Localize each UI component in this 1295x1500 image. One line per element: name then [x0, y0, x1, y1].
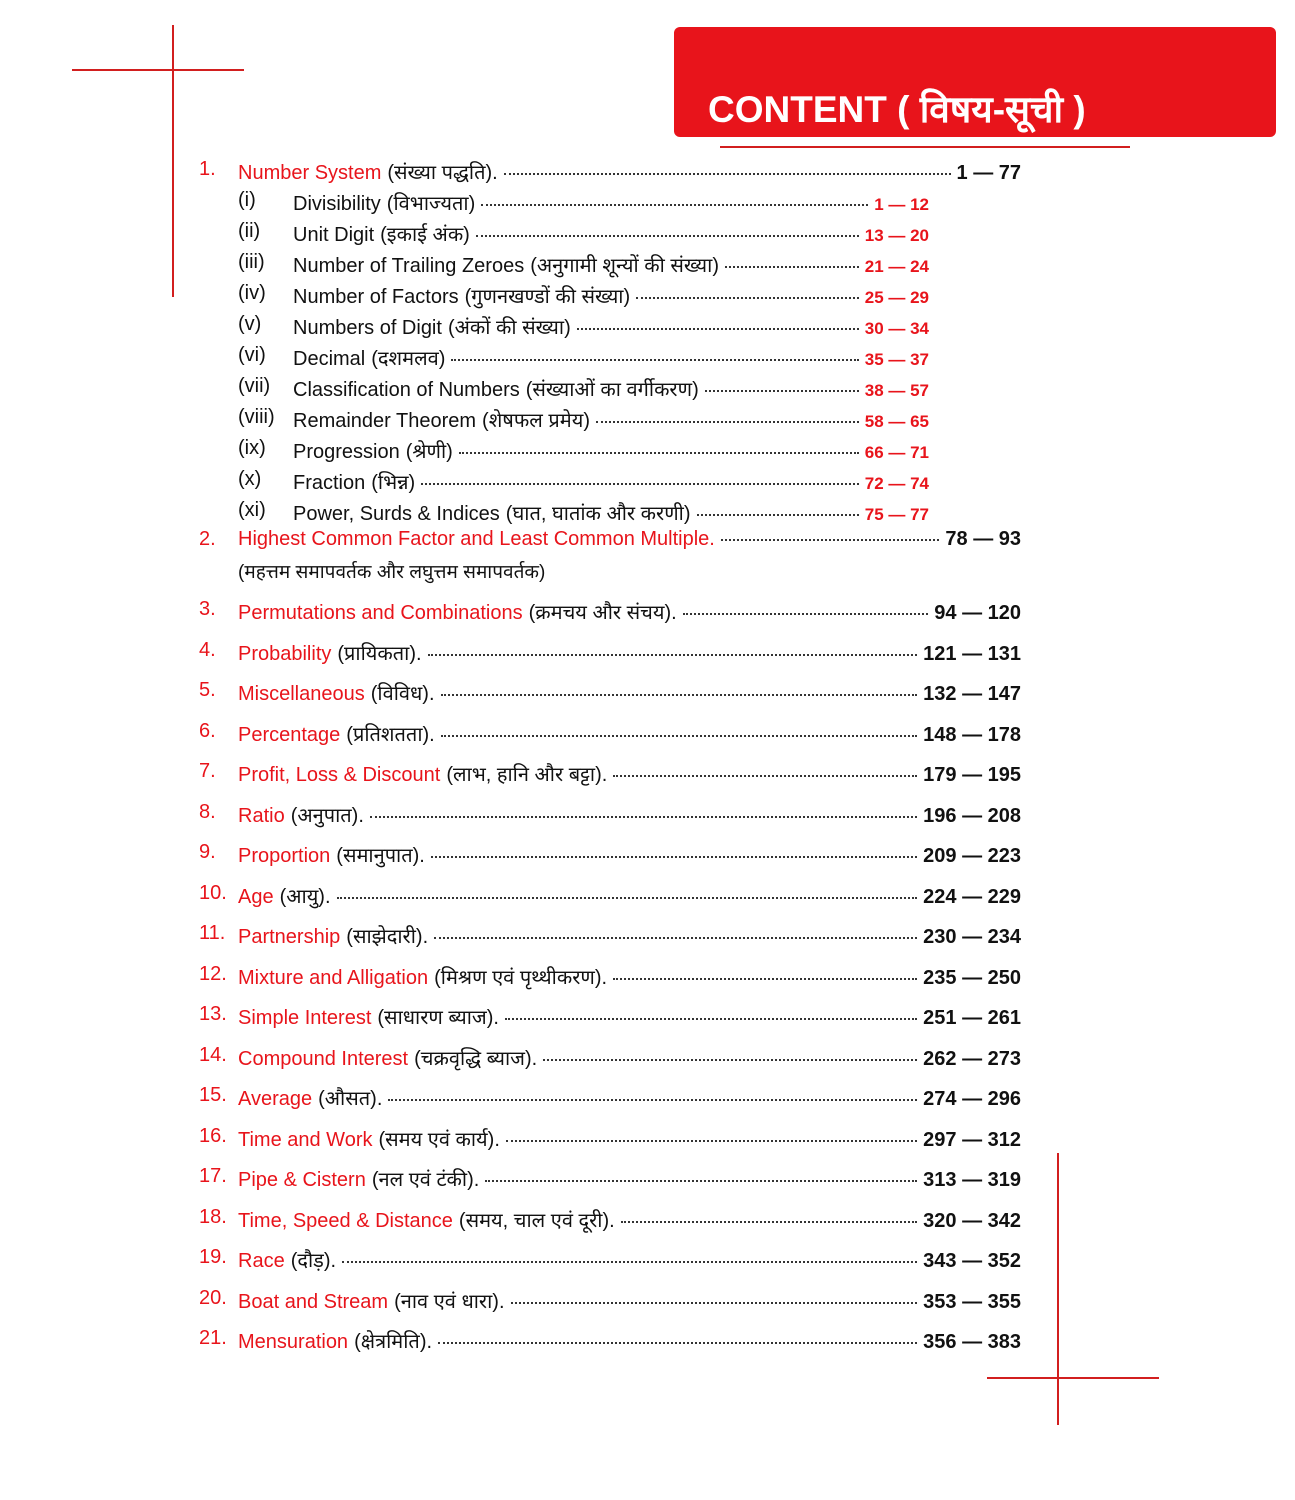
dot-leader — [543, 1059, 917, 1061]
chapter-number: 3. — [199, 598, 216, 620]
page-range: 148 — 178 — [923, 723, 1021, 746]
page-range: 353 — 355 — [923, 1290, 1021, 1313]
subsection-number: (vii) — [238, 375, 271, 397]
toc-chapter[interactable] — [0, 679, 1295, 709]
dot-leader — [388, 1099, 917, 1101]
chapter-title: Permutations and Combinations — [238, 602, 523, 624]
dot-leader — [725, 266, 859, 268]
dot-leader — [705, 390, 859, 392]
page-range: 78 — 93 — [945, 528, 1021, 550]
toc-chapter[interactable] — [0, 760, 1295, 790]
subsection-title: Progression — [293, 441, 400, 463]
chapter-title-hindi: (क्रमचय और संचय). — [528, 602, 677, 624]
chapter-number: 16. — [199, 1124, 227, 1147]
dot-leader — [441, 694, 918, 696]
chapter-title-hindi: (प्रायिकता). — [337, 642, 422, 665]
chapter-number: 6. — [199, 719, 216, 742]
subsection-title: Fraction — [293, 472, 366, 494]
page-range: 35 — 37 — [864, 350, 929, 369]
subsection-number: (iv) — [238, 282, 266, 304]
dot-leader — [697, 514, 859, 516]
toc-chapter[interactable] — [0, 1125, 1295, 1155]
chapter-title-hindi: (साझेदारी). — [346, 926, 429, 948]
page-range: 297 — 312 — [923, 1128, 1021, 1151]
subsection-title: Numbers of Digit — [293, 317, 442, 339]
chapter-title: Number System — [238, 162, 382, 184]
dot-leader — [721, 539, 940, 541]
dot-leader — [485, 1180, 917, 1182]
page-range: 251 — 261 — [923, 1007, 1021, 1029]
chapter-title-hindi: (समानुपात). — [336, 845, 425, 867]
page-range: 320 — 342 — [923, 1209, 1021, 1232]
dot-leader — [636, 297, 859, 299]
chapter-number: 1. — [199, 158, 216, 180]
subsection-number: (viii) — [238, 406, 275, 428]
crop-mark-top-left-h — [72, 69, 244, 71]
chapter-number: 12. — [199, 962, 227, 985]
page-range: 66 — 71 — [864, 443, 929, 462]
page-range: 72 — 74 — [864, 474, 929, 493]
toc-subsection[interactable] — [0, 406, 1295, 436]
chapter-title-hindi: (समय, चाल एवं दूरी). — [458, 1209, 615, 1232]
title-underline — [720, 146, 1130, 148]
chapter-number: 5. — [199, 679, 216, 701]
dot-leader — [342, 1261, 917, 1263]
subsection-title-hindi: (संख्याओं का वर्गीकरण) — [525, 379, 699, 401]
toc-chapter-1[interactable] — [0, 158, 1295, 188]
toc-chapter[interactable] — [0, 720, 1295, 750]
chapter-number: 19. — [199, 1246, 227, 1268]
chapter-title-hindi: (क्षेत्रमिति). — [354, 1331, 433, 1353]
chapter-title: Time and Work — [238, 1128, 373, 1151]
page-range: 132 — 147 — [923, 683, 1021, 705]
chapter-number: 8. — [199, 800, 216, 823]
chapter-title-hindi: (औसत). — [318, 1088, 383, 1110]
dot-leader — [459, 452, 859, 454]
chapter-title-hindi: (नाव एवं धारा). — [394, 1290, 505, 1313]
subsection-title-hindi: (दशमलव) — [371, 348, 446, 370]
chapter-title: Profit, Loss & Discount — [238, 764, 441, 786]
toc-subsection[interactable] — [0, 220, 1295, 250]
chapter-title: Average — [238, 1088, 313, 1110]
chapter-title: Mensuration — [238, 1331, 349, 1353]
subsection-number: (xi) — [238, 499, 266, 521]
dot-leader — [481, 204, 868, 206]
chapter-number: 18. — [199, 1205, 227, 1228]
chapter-title-hindi: (प्रतिशतता). — [346, 723, 435, 746]
dot-leader — [431, 856, 917, 858]
chapter-number: 9. — [199, 841, 216, 863]
subsection-title: Divisibility — [293, 193, 381, 215]
page-range: 13 — 20 — [864, 226, 929, 245]
dot-leader — [621, 1221, 917, 1223]
toc-subsection[interactable] — [0, 375, 1295, 405]
subsection-title: Power, Surds & Indices — [293, 503, 500, 525]
toc-chapter[interactable] — [0, 922, 1295, 952]
subsection-title: Unit Digit — [293, 224, 375, 246]
page-range: 38 — 57 — [864, 381, 929, 400]
subsection-number: (vi) — [238, 344, 266, 366]
page-range: 209 — 223 — [923, 845, 1021, 867]
page-range: 274 — 296 — [923, 1088, 1021, 1110]
dot-leader — [504, 173, 951, 175]
toc-subsection[interactable] — [0, 437, 1295, 467]
toc-chapter[interactable] — [0, 1206, 1295, 1236]
dot-leader — [441, 735, 917, 737]
subsection-title-hindi: (अंकों की संख्या) — [447, 317, 571, 339]
chapter-number: 15. — [199, 1084, 227, 1106]
subsection-number: (iii) — [238, 251, 265, 273]
subsection-title-hindi: (इकाई अंक) — [380, 224, 470, 246]
dot-leader — [451, 359, 858, 361]
toc-chapter[interactable] — [0, 1327, 1295, 1357]
chapter-title-hindi: (अनुपात). — [290, 804, 364, 827]
page-range: 94 — 120 — [934, 602, 1021, 624]
page-title: CONTENT ( विषय-सूची ) — [708, 89, 1086, 130]
page-range: 1 — 77 — [956, 162, 1021, 184]
chapter-number: 4. — [199, 638, 216, 661]
chapter-number: 13. — [199, 1003, 227, 1025]
toc-chapter[interactable] — [0, 639, 1295, 669]
chapter-title: Miscellaneous — [238, 683, 365, 705]
page-range: 235 — 250 — [923, 966, 1021, 989]
subsection-title-hindi: (घात, घातांक और करणी) — [505, 503, 691, 525]
dot-leader — [476, 235, 859, 237]
dot-leader — [596, 421, 859, 423]
subsection-title-hindi: (विभाज्यता) — [386, 193, 476, 215]
toc-chapter[interactable] — [0, 1165, 1295, 1195]
subsection-title-hindi: (शेषफल प्रमेय) — [482, 410, 591, 432]
page-range: 224 — 229 — [923, 885, 1021, 908]
toc-subsection[interactable] — [0, 313, 1295, 343]
chapter-title: Boat and Stream — [238, 1290, 389, 1313]
page-range: 21 — 24 — [864, 257, 929, 276]
subsection-title-hindi: (गुणनखण्डों की संख्या) — [464, 286, 631, 308]
subsection-title-hindi: (भिन्न) — [371, 472, 416, 494]
chapter-number: 20. — [199, 1286, 227, 1309]
chapter-number: 17. — [199, 1165, 227, 1187]
page-range: 356 — 383 — [923, 1331, 1021, 1353]
toc-chapter[interactable] — [0, 1246, 1295, 1276]
chapter-title: Time, Speed & Distance — [238, 1209, 453, 1232]
dot-leader — [613, 978, 917, 980]
chapter-number: 14. — [199, 1043, 227, 1066]
subsection-title: Classification of Numbers — [293, 379, 520, 401]
chapter-title: Ratio — [238, 804, 285, 827]
chapter-title-hindi: (संख्या पद्धति). — [387, 162, 498, 184]
dot-leader — [683, 613, 929, 615]
chapter-title: Partnership — [238, 926, 341, 948]
chapter-title-hindi: (लाभ, हानि और बट्टा). — [446, 764, 608, 786]
page-range: 25 — 29 — [864, 288, 929, 307]
dot-leader — [577, 328, 859, 330]
chapter-title: Compound Interest — [238, 1047, 409, 1070]
chapter-title-hindi: (साधारण ब्याज). — [377, 1007, 499, 1029]
chapter-title: Race — [238, 1250, 285, 1272]
chapter-title-hindi: (समय एवं कार्य). — [378, 1128, 500, 1151]
subsection-number: (v) — [238, 313, 262, 335]
subsection-title: Decimal — [293, 348, 366, 370]
page-range: 58 — 65 — [864, 412, 929, 431]
chapter-2-hindi: (महत्तम समापवर्तक और लघुत्तम समापवर्तक) — [238, 562, 546, 583]
dot-leader — [421, 483, 859, 485]
page-range: 121 — 131 — [923, 642, 1021, 665]
page-range: 1 — 12 — [874, 195, 929, 214]
dot-leader — [337, 897, 918, 899]
chapter-title: Highest Common Factor and Least Common Multiple. — [238, 528, 715, 550]
subsection-title: Number of Factors — [293, 286, 459, 308]
page-range: 313 — 319 — [923, 1169, 1021, 1191]
dot-leader — [511, 1302, 918, 1304]
chapter-title: Probability — [238, 642, 332, 665]
dot-leader — [505, 1018, 917, 1020]
toc-chapter[interactable] — [0, 1287, 1295, 1317]
toc-chapter-2[interactable] — [0, 528, 1295, 558]
toc-subsection[interactable] — [0, 251, 1295, 281]
page-range: 196 — 208 — [923, 804, 1021, 827]
page-range: 30 — 34 — [864, 319, 929, 338]
chapter-number: 21. — [199, 1327, 227, 1349]
subsection-title-hindi: (अनुगामी शून्यों की संख्या) — [530, 255, 719, 277]
page-range: 230 — 234 — [923, 926, 1021, 948]
toc-chapter[interactable] — [0, 1044, 1295, 1074]
page-range: 343 — 352 — [923, 1250, 1021, 1272]
chapter-number: 2. — [199, 528, 216, 550]
dot-leader — [438, 1342, 917, 1344]
toc-chapter[interactable] — [0, 801, 1295, 831]
chapter-title: Simple Interest — [238, 1007, 372, 1029]
chapter-number: 11. — [199, 922, 226, 944]
chapter-title: Proportion — [238, 845, 331, 867]
subsection-number: (ix) — [238, 437, 266, 459]
subsection-title-hindi: (श्रेणी) — [405, 441, 453, 463]
chapter-title-hindi: (दौड़). — [290, 1250, 337, 1272]
chapter-title: Age — [238, 885, 274, 908]
chapter-title: Pipe & Cistern — [238, 1169, 366, 1191]
toc-subsection[interactable] — [0, 468, 1295, 498]
chapter-title-hindi: (नल एवं टंकी). — [371, 1169, 480, 1191]
dot-leader — [370, 816, 917, 818]
subsection-number: (ii) — [238, 220, 261, 242]
header-banner — [674, 27, 1276, 137]
toc-subsection[interactable] — [0, 499, 1295, 529]
chapter-title-hindi: (मिश्रण एवं पृथ्थीकरण). — [434, 966, 608, 989]
toc-subsection[interactable] — [0, 189, 1295, 219]
dot-leader — [428, 654, 918, 656]
chapter-title-hindi: (विविध). — [370, 683, 435, 705]
dot-leader — [613, 775, 917, 777]
toc-chapter[interactable] — [0, 963, 1295, 993]
dot-leader — [434, 937, 917, 939]
toc-chapter[interactable] — [0, 841, 1295, 871]
toc-chapter[interactable] — [0, 1084, 1295, 1114]
subsection-number: (i) — [238, 189, 256, 211]
toc-subsection[interactable] — [0, 282, 1295, 312]
chapter-title-hindi: (आयु). — [279, 885, 331, 908]
page-range: 262 — 273 — [923, 1047, 1021, 1070]
crop-mark-bottom-right-h — [987, 1377, 1159, 1379]
toc-chapter[interactable] — [0, 882, 1295, 912]
page-range: 179 — 195 — [923, 764, 1021, 786]
toc-chapter[interactable] — [0, 598, 1295, 628]
page-range: 75 — 77 — [864, 505, 929, 524]
chapter-title: Percentage — [238, 723, 341, 746]
subsection-title: Number of Trailing Zeroes — [293, 255, 525, 277]
chapter-title-hindi: (चक्रवृद्धि ब्याज). — [414, 1047, 538, 1070]
chapter-number: 7. — [199, 760, 216, 782]
chapter-title: Mixture and Alligation — [238, 966, 429, 989]
toc-subsection[interactable] — [0, 344, 1295, 374]
toc-chapter[interactable] — [0, 1003, 1295, 1033]
subsection-title: Remainder Theorem — [293, 410, 477, 432]
chapter-number: 10. — [199, 881, 227, 904]
dot-leader — [506, 1140, 917, 1142]
subsection-number: (x) — [238, 468, 262, 490]
